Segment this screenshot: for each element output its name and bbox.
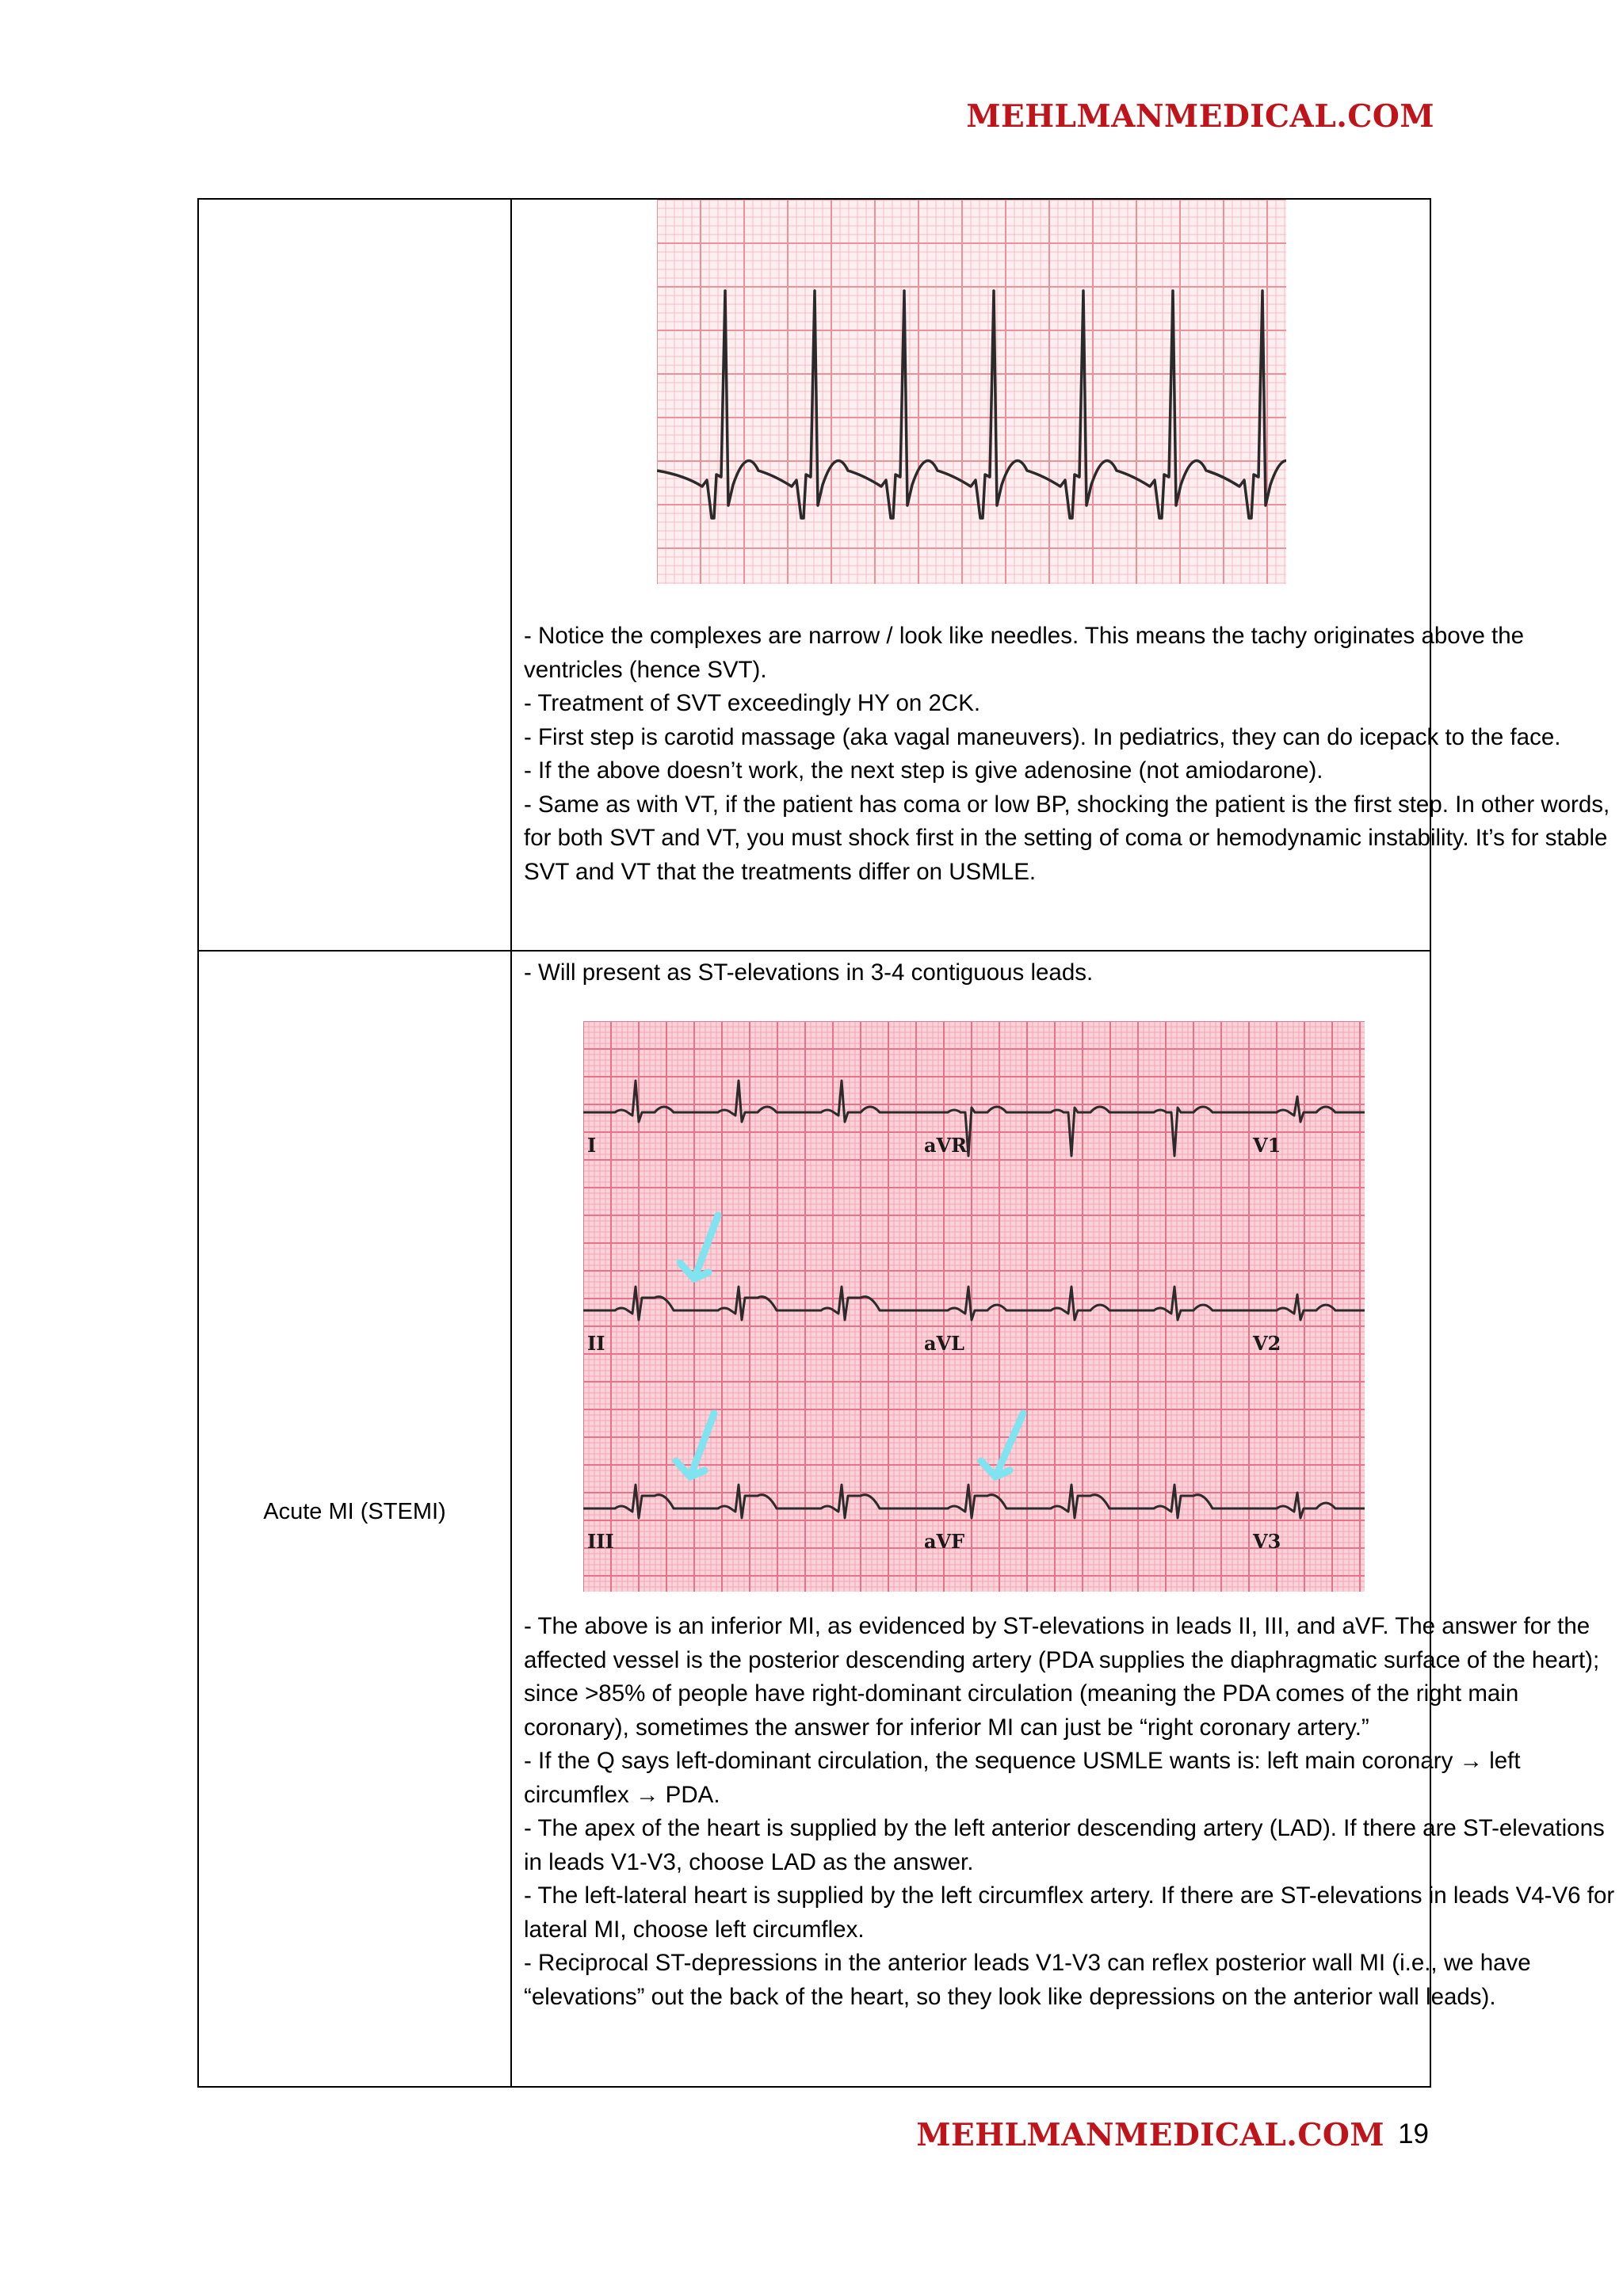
lead-label: I (587, 1134, 597, 1157)
stemi-notes (524, 1610, 1617, 2014)
lead-label: II (587, 1332, 605, 1355)
svt-note: - If the above doesn’t work, the next step is give adenosine (not amiodarone). (524, 757, 1323, 784)
stemi-note: - If the Q says left-dominant circulation, the sequence USMLE wants is: left main coronary → left circumflex → PDA. (524, 1748, 1521, 1808)
svt-ecg-image (657, 200, 1286, 584)
stemi-note: - The apex of the heart is supplied by the left anterior descending artery (LAD). If there are ST-elevations in leads V1-V3, choose LAD as the answer. (524, 1815, 1605, 1875)
header-brand: MEHLMANMEDICAL.COM (966, 98, 1434, 135)
lead-label: V2 (1253, 1332, 1281, 1355)
lead-label: aVF (924, 1530, 965, 1553)
svt-note: - Treatment of SVT exceedingly HY on 2CK. (524, 690, 981, 716)
svt-notes (524, 620, 1617, 889)
lead-label: aVR (924, 1134, 968, 1157)
lead-label: III (587, 1530, 614, 1553)
ecg-grid (657, 200, 1286, 584)
lead-label: V1 (1253, 1134, 1281, 1157)
stemi-note: - The left-lateral heart is supplied by the left circumflex artery. If there are ST-elevations in leads V4-V6 for lateral MI, choose left circumflex. (524, 1882, 1615, 1943)
column-divider (510, 200, 512, 2086)
content-table (197, 198, 1615, 2088)
row-divider (199, 950, 1430, 952)
svt-note: - Notice the complexes are narrow / look like needles. This means the tachy originates above the ventricles (hence SVT). (524, 623, 1525, 683)
footer-brand: MEHLMANMEDICAL.COM (916, 2117, 1384, 2153)
row-label-stemi: Acute MI (STEMI) (263, 1499, 446, 1524)
page-number: 19 (1398, 2119, 1429, 2149)
svt-note: - First step is carotid massage (aka vagal maneuvers). In pediatrics, they can do icepack to the face. (524, 723, 1561, 750)
svt-note: - Same as with VT, if the patient has coma or low BP, shocking the patient is the first step. In other words, for both SVT and VT, you must shock first in the setting of coma or hemodynamic instability. It’s for stable SVT and VT that the treatments differ on USMLE. (524, 791, 1610, 885)
stemi-intro-text: - Will present as ST-elevations in 3-4 contiguous leads. (524, 959, 1094, 986)
stemi-ecg-image (583, 1021, 1365, 1592)
stemi-note: - The above is an inferior MI, as evidenced by ST-elevations in leads II, III, and aVF. The answer for the affected vessel is the posterior descending artery (PDA supplies the diaphragmatic surface of the heart); since >85% of people have right-dominant circulation (meaning the PDA comes of the right main coronary), sometimes the answer for inferior MI can just be “right coronary artery.” (524, 1613, 1600, 1741)
stemi-intro (524, 956, 1617, 990)
lead-label: aVL (924, 1332, 965, 1355)
stemi-note: - Reciprocal ST-depressions in the anterior leads V1-V3 can reflex posterior wall MI (i.e., we have “elevations” out the back of the heart, so they look like depressions on the anterior wall leads). (524, 1950, 1531, 2010)
lead-label: V3 (1253, 1530, 1281, 1553)
